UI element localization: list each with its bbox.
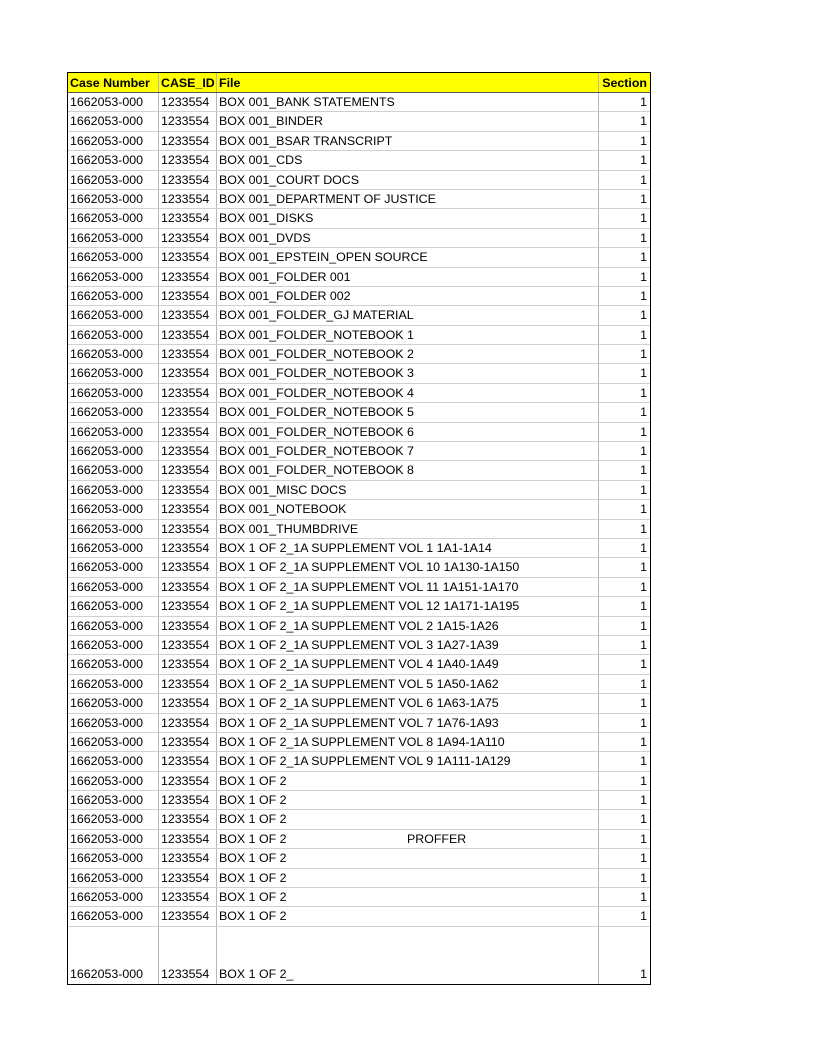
cell-section: 1	[640, 715, 647, 730]
cell-file: BOX 001_FOLDER_NOTEBOOK 6	[217, 423, 599, 441]
cell-case-id: 1233554	[159, 965, 217, 984]
cell-file: BOX 001_THUMBDRIVE	[217, 520, 599, 538]
cell-section: 1	[640, 618, 647, 633]
cell-section: 1	[640, 754, 647, 769]
cell-case-id: 1233554	[159, 617, 217, 635]
cell-section: 1	[640, 696, 647, 711]
table-row	[68, 190, 650, 209]
cell-file: BOX 1 OF 2_1A SUPPLEMENT VOL 9 1A111-1A129	[217, 752, 599, 770]
cell-case-id: 1233554	[159, 772, 217, 790]
cell-section: 1	[640, 405, 647, 420]
cell-case-id: 1233554	[159, 442, 217, 460]
cell-case-number: 1662053-000	[68, 190, 159, 208]
cell-case-id: 1233554	[159, 830, 217, 848]
table-row	[68, 772, 650, 791]
cell-file: BOX 001_BSAR TRANSCRIPT	[217, 132, 599, 150]
cell-section: 1	[640, 851, 647, 866]
cell-case-id: 1233554	[159, 752, 217, 770]
cell-section: 1	[640, 793, 647, 808]
cell-file: BOX 001_EPSTEIN_OPEN SOURCE	[217, 248, 599, 266]
cell-file: BOX 001_NOTEBOOK	[217, 500, 599, 518]
cell-section: 1	[640, 579, 647, 594]
cell-file: BOX 1 OF 2_1A SUPPLEMENT VOL 2 1A15-1A26	[217, 617, 599, 635]
table-row	[68, 287, 650, 306]
cell-file: BOX 1 OF 2	[217, 791, 599, 809]
cell-section: 1	[640, 114, 647, 129]
cell-file: BOX 1 OF 2	[217, 869, 599, 887]
cell-section: 1	[640, 482, 647, 497]
cell-case-number: 1662053-000	[68, 306, 159, 324]
table-row	[68, 248, 650, 267]
cell-case-number: 1662053-000	[68, 326, 159, 344]
cell-case-number: 1662053-000	[68, 539, 159, 557]
cell-case-number: 1662053-000	[68, 93, 159, 111]
cell-file: BOX 1 OF 2_1A SUPPLEMENT VOL 1 1A1-1A14	[217, 539, 599, 557]
redacted-gap	[68, 927, 650, 965]
cell-case-id: 1233554	[159, 268, 217, 286]
table-row	[68, 132, 650, 151]
cell-case-id: 1233554	[159, 248, 217, 266]
cell-file: BOX 1 OF 2_1A SUPPLEMENT VOL 10 1A130-1A150	[217, 558, 599, 576]
header-case-id: CASE_ID	[159, 73, 217, 92]
cell-case-id: 1233554	[159, 539, 217, 557]
cell-section: 1	[640, 288, 647, 303]
header-file: File	[217, 73, 599, 92]
cell-case-number: 1662053-000	[68, 268, 159, 286]
cell-case-id: 1233554	[159, 520, 217, 538]
table-row	[68, 268, 650, 287]
cell-case-number: 1662053-000	[68, 752, 159, 770]
cell-case-id: 1233554	[159, 384, 217, 402]
table-row	[68, 403, 650, 422]
cell-file: BOX 001_FOLDER 001	[217, 268, 599, 286]
cell-case-number: 1662053-000	[68, 888, 159, 906]
table-row	[68, 364, 650, 383]
spreadsheet-table	[67, 72, 651, 985]
cell-case-id: 1233554	[159, 558, 217, 576]
cell-section: 1	[640, 890, 647, 905]
cell-case-number: 1662053-000	[68, 364, 159, 382]
cell-file: BOX 1 OF 2_1A SUPPLEMENT VOL 7 1A76-1A93	[217, 714, 599, 732]
table-row	[68, 849, 650, 868]
cell-file: BOX 1 OF 2_1A SUPPLEMENT VOL 5 1A50-1A62	[217, 675, 599, 693]
cell-file: BOX 1 OF 2	[217, 772, 599, 790]
table-row	[68, 907, 650, 926]
table-row	[68, 326, 650, 345]
cell-case-id: 1233554	[159, 461, 217, 479]
table-row	[68, 93, 650, 112]
cell-section: 1	[640, 230, 647, 245]
cell-case-id: 1233554	[159, 190, 217, 208]
cell-case-number: 1662053-000	[68, 151, 159, 169]
cell-file: BOX 1 OF 2_1A SUPPLEMENT VOL 12 1A171-1A195	[217, 597, 599, 615]
cell-file: BOX 001_FOLDER_NOTEBOOK 1	[217, 326, 599, 344]
table-row	[68, 558, 650, 577]
table-row	[68, 888, 650, 907]
table-body	[68, 93, 650, 927]
table-row	[68, 655, 650, 674]
cell-file: BOX 001_FOLDER_GJ MATERIAL	[217, 306, 599, 324]
table-row	[68, 345, 650, 364]
table-row	[68, 423, 650, 442]
table-row	[68, 597, 650, 616]
cell-file: BOX 001_COURT DOCS	[217, 171, 599, 189]
cell-case-number: 1662053-000	[68, 229, 159, 247]
table-row	[68, 539, 650, 558]
cell-file: BOX 1 OF 2_1A SUPPLEMENT VOL 3 1A27-1A39	[217, 636, 599, 654]
table-row	[68, 384, 650, 403]
cell-file: BOX 001_FOLDER 002	[217, 287, 599, 305]
cell-section: 1	[640, 327, 647, 342]
cell-case-id: 1233554	[159, 810, 217, 828]
table-row	[68, 229, 650, 248]
cell-case-id: 1233554	[159, 791, 217, 809]
cell-case-number: 1662053-000	[68, 209, 159, 227]
table-row	[68, 306, 650, 325]
header-case-number: Case Number	[68, 73, 159, 92]
cell-case-id: 1233554	[159, 888, 217, 906]
cell-file: BOX 001_FOLDER_NOTEBOOK 8	[217, 461, 599, 479]
table-row	[68, 752, 650, 771]
table-row	[68, 810, 650, 829]
cell-section: 1	[640, 308, 647, 323]
cell-case-number: 1662053-000	[68, 520, 159, 538]
cell-case-id: 1233554	[159, 675, 217, 693]
header-section: Section	[602, 76, 647, 90]
cell-case-id: 1233554	[159, 306, 217, 324]
cell-section: 1	[640, 773, 647, 788]
cell-case-number: 1662053-000	[68, 287, 159, 305]
cell-file: BOX 1 OF 2_	[217, 965, 599, 984]
cell-file: BOX 1 OF 2_1A SUPPLEMENT VOL 11 1A151-1A170	[217, 578, 599, 596]
cell-section: 1	[640, 191, 647, 206]
cell-case-number: 1662053-000	[68, 849, 159, 867]
cell-section: 1	[640, 366, 647, 381]
cell-section: 1	[640, 250, 647, 265]
cell-file: BOX 1 OF 2	[217, 810, 599, 828]
cell-case-id: 1233554	[159, 112, 217, 130]
cell-file: BOX 1 OF 2_1A SUPPLEMENT VOL 4 1A40-1A49	[217, 655, 599, 673]
cell-case-number: 1662053-000	[68, 384, 159, 402]
cell-file-extra: PROFFER	[407, 831, 467, 846]
cell-case-number: 1662053-000	[68, 907, 159, 925]
cell-case-number: 1662053-000	[68, 810, 159, 828]
cell-case-number: 1662053-000	[68, 772, 159, 790]
table-row	[68, 733, 650, 752]
table-row	[68, 481, 650, 500]
cell-case-number: 1662053-000	[68, 830, 159, 848]
table-row	[68, 791, 650, 810]
cell-section: 1	[640, 444, 647, 459]
table-row	[68, 965, 650, 984]
cell-case-id: 1233554	[159, 733, 217, 751]
cell-case-number: 1662053-000	[68, 733, 159, 751]
cell-section: 1	[640, 269, 647, 284]
table-row	[68, 578, 650, 597]
cell-section: 1	[640, 133, 647, 148]
cell-case-id: 1233554	[159, 578, 217, 596]
cell-case-id: 1233554	[159, 597, 217, 615]
cell-section: 1	[640, 521, 647, 536]
cell-case-number: 1662053-000	[68, 171, 159, 189]
cell-section: 1	[640, 502, 647, 517]
cell-file: BOX 001_MISC DOCS	[217, 481, 599, 499]
cell-case-id: 1233554	[159, 500, 217, 518]
cell-section: 1	[640, 540, 647, 555]
cell-case-id: 1233554	[159, 481, 217, 499]
cell-section: 1	[640, 385, 647, 400]
cell-section: 1	[640, 637, 647, 652]
cell-case-id: 1233554	[159, 171, 217, 189]
table-row	[68, 171, 650, 190]
cell-section: 1	[640, 966, 647, 981]
cell-case-number: 1662053-000	[68, 442, 159, 460]
cell-file: BOX 001_FOLDER_NOTEBOOK 7	[217, 442, 599, 460]
cell-case-id: 1233554	[159, 345, 217, 363]
cell-case-number: 1662053-000	[68, 461, 159, 479]
table-row	[68, 714, 650, 733]
cell-case-number: 1662053-000	[68, 558, 159, 576]
cell-file: BOX 001_CDS	[217, 151, 599, 169]
cell-file: BOX 001_FOLDER_NOTEBOOK 2	[217, 345, 599, 363]
cell-case-number: 1662053-000	[68, 617, 159, 635]
cell-case-id: 1233554	[159, 209, 217, 227]
cell-case-number: 1662053-000	[68, 655, 159, 673]
cell-case-id: 1233554	[159, 93, 217, 111]
cell-section: 1	[640, 172, 647, 187]
cell-case-number: 1662053-000	[68, 869, 159, 887]
cell-case-id: 1233554	[159, 326, 217, 344]
header-row	[68, 73, 650, 93]
cell-file: BOX 001_DVDS	[217, 229, 599, 247]
cell-case-id: 1233554	[159, 423, 217, 441]
cell-case-id: 1233554	[159, 714, 217, 732]
cell-case-id: 1233554	[159, 151, 217, 169]
cell-case-number: 1662053-000	[68, 132, 159, 150]
cell-case-id: 1233554	[159, 636, 217, 654]
cell-section: 1	[640, 95, 647, 109]
cell-section: 1	[640, 909, 647, 924]
table-row	[68, 461, 650, 480]
table-row	[68, 112, 650, 131]
table-row	[68, 209, 650, 228]
cell-section: 1	[640, 153, 647, 168]
cell-section: 1	[640, 734, 647, 749]
cell-case-id: 1233554	[159, 849, 217, 867]
table-row	[68, 617, 650, 636]
cell-case-id: 1233554	[159, 403, 217, 421]
cell-section: 1	[640, 831, 647, 846]
table-row	[68, 675, 650, 694]
cell-case-number: 1662053-000	[68, 403, 159, 421]
cell-file: BOX 001_BANK STATEMENTS	[217, 93, 599, 111]
cell-case-number: 1662053-000	[68, 597, 159, 615]
cell-case-id: 1233554	[159, 694, 217, 712]
cell-section: 1	[640, 870, 647, 885]
cell-case-number: 1662053-000	[68, 248, 159, 266]
cell-case-number: 1662053-000	[68, 112, 159, 130]
cell-section: 1	[640, 812, 647, 827]
cell-file: BOX 001_DEPARTMENT OF JUSTICE	[217, 190, 599, 208]
cell-file: BOX 1 OF 2	[217, 888, 599, 906]
cell-file: BOX 001_FOLDER_NOTEBOOK 5	[217, 403, 599, 421]
cell-file: BOX 001_DISKS	[217, 209, 599, 227]
cell-file: BOX 1 OF 2	[217, 907, 599, 925]
cell-section: 1	[640, 676, 647, 691]
cell-case-id: 1233554	[159, 655, 217, 673]
cell-section: 1	[640, 463, 647, 478]
cell-case-id: 1233554	[159, 907, 217, 925]
table-row	[68, 636, 650, 655]
cell-case-id: 1233554	[159, 869, 217, 887]
cell-case-number: 1662053-000	[68, 423, 159, 441]
cell-section: 1	[640, 657, 647, 672]
cell-section: 1	[640, 211, 647, 226]
cell-case-id: 1233554	[159, 229, 217, 247]
cell-case-id: 1233554	[159, 287, 217, 305]
cell-case-number: 1662053-000	[68, 636, 159, 654]
cell-case-number: 1662053-000	[68, 714, 159, 732]
table-row	[68, 520, 650, 539]
table-row	[68, 500, 650, 519]
cell-case-number: 1662053-000	[68, 578, 159, 596]
cell-file: BOX 1 OF 2 PROFFER	[217, 830, 599, 848]
cell-section: 1	[640, 599, 647, 614]
cell-case-number: 1662053-000	[68, 481, 159, 499]
table-row	[68, 830, 650, 849]
cell-case-number: 1662053-000	[68, 694, 159, 712]
cell-case-number: 1662053-000	[68, 500, 159, 518]
cell-case-number: 1662053-000	[68, 965, 159, 984]
cell-case-number: 1662053-000	[68, 791, 159, 809]
cell-case-number: 1662053-000	[68, 345, 159, 363]
cell-section: 1	[640, 424, 647, 439]
table-row	[68, 869, 650, 888]
table-row	[68, 694, 650, 713]
cell-case-number: 1662053-000	[68, 675, 159, 693]
cell-file: BOX 1 OF 2_1A SUPPLEMENT VOL 8 1A94-1A110	[217, 733, 599, 751]
table-row	[68, 151, 650, 170]
cell-section: 1	[640, 347, 647, 362]
cell-case-id: 1233554	[159, 364, 217, 382]
cell-file: BOX 001_BINDER	[217, 112, 599, 130]
cell-file: BOX 001_FOLDER_NOTEBOOK 4	[217, 384, 599, 402]
cell-section: 1	[640, 560, 647, 575]
cell-case-id: 1233554	[159, 132, 217, 150]
cell-file: BOX 001_FOLDER_NOTEBOOK 3	[217, 364, 599, 382]
cell-file: BOX 1 OF 2_1A SUPPLEMENT VOL 6 1A63-1A75	[217, 694, 599, 712]
table-row	[68, 442, 650, 461]
cell-file: BOX 1 OF 2	[217, 849, 599, 867]
